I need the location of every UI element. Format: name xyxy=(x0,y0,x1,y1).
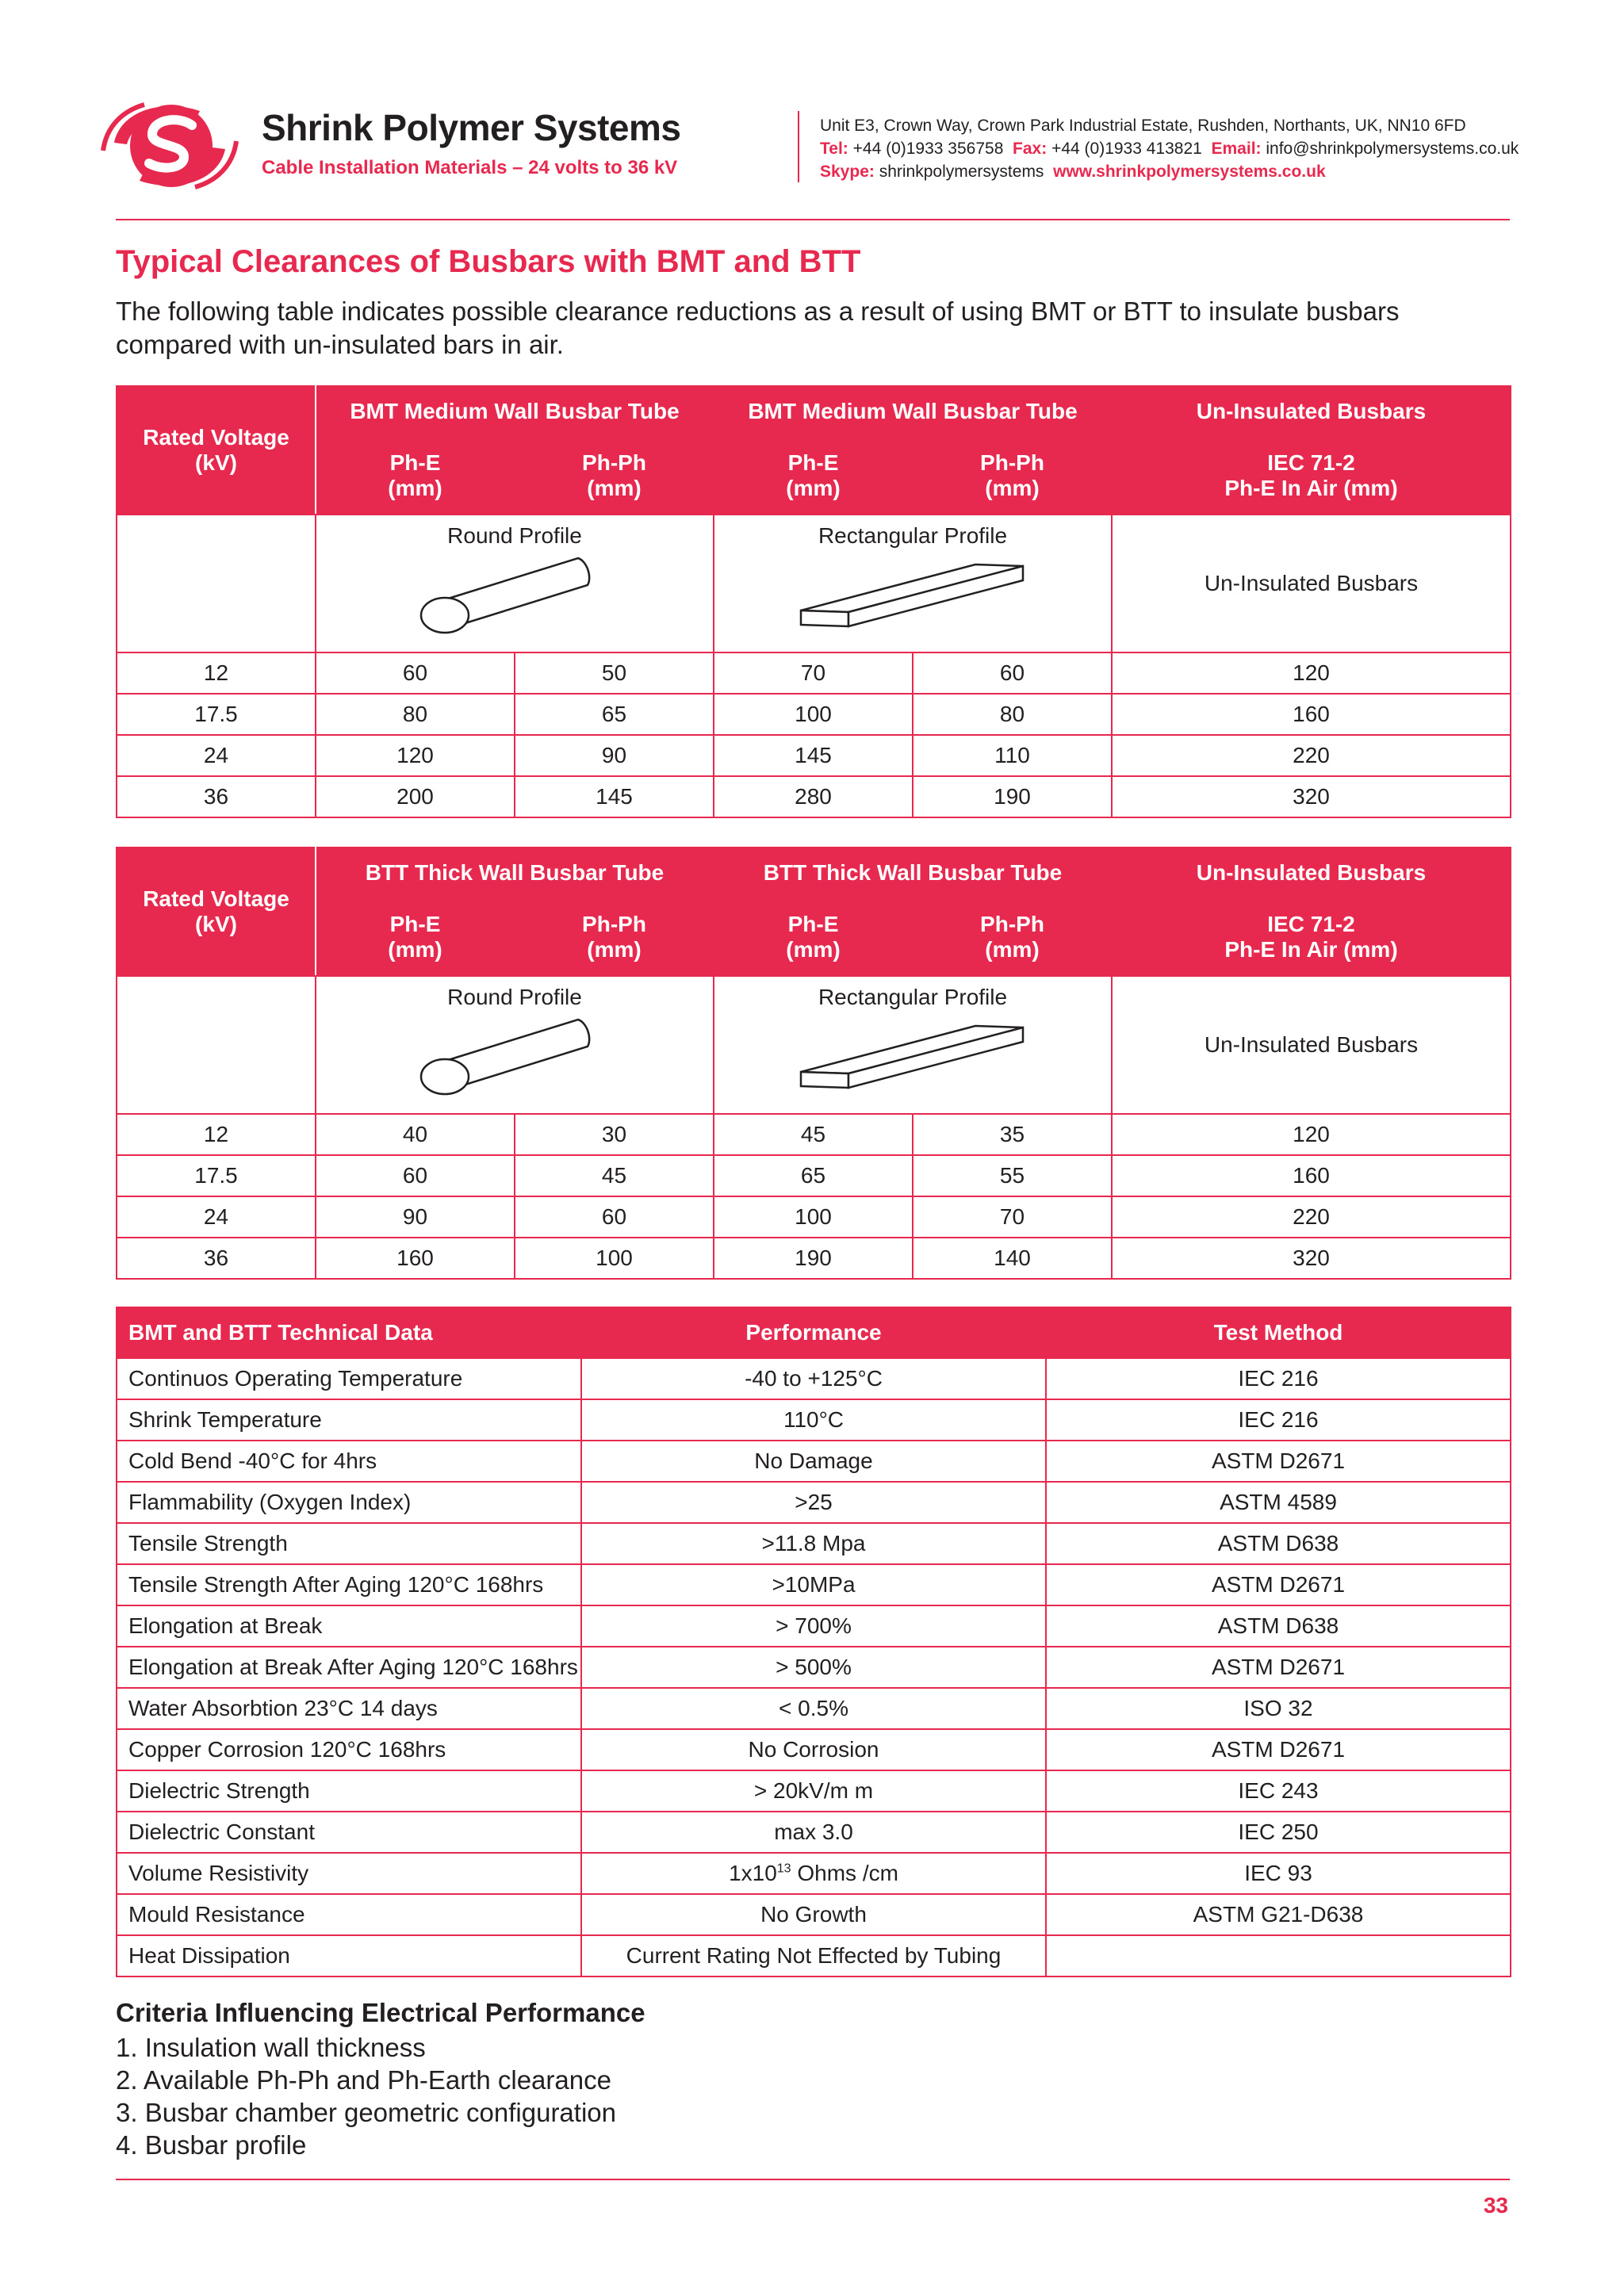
performance-cell: > 500% xyxy=(581,1647,1046,1688)
round-busbar-illustration xyxy=(419,553,610,636)
email-link[interactable]: info@shrinkpolymersystems.co.uk xyxy=(1266,140,1519,158)
property-cell: Mould Resistance xyxy=(117,1894,581,1935)
test-method-cell: ASTM G21-D638 xyxy=(1046,1894,1511,1935)
address: Unit E3, Crown Way, Crown Park Industrial Estate, Rushden, Northants, UK, NN10 6FD xyxy=(820,117,1466,135)
test-method-cell: ISO 32 xyxy=(1046,1688,1511,1729)
test-method-cell: ASTM 4589 xyxy=(1046,1482,1511,1523)
property-cell: Dielectric Constant xyxy=(117,1812,581,1853)
value-cell: 220 xyxy=(1112,735,1511,776)
property-cell: Dielectric Strength xyxy=(117,1770,581,1812)
skype-id: shrinkpolymersystems xyxy=(879,163,1044,181)
value-cell: 70 xyxy=(913,1196,1112,1238)
value-cell: 45 xyxy=(515,1155,714,1196)
contact-block xyxy=(820,114,1519,183)
empty-cell xyxy=(117,976,316,1114)
value-cell: 60 xyxy=(913,652,1112,694)
performance-cell: >10MPa xyxy=(581,1564,1046,1605)
test-method-cell: IEC 250 xyxy=(1046,1812,1511,1853)
iec-header: IEC 71-2 Ph-E In Air (mm) xyxy=(1112,437,1511,515)
value-cell: 220 xyxy=(1112,1196,1511,1238)
rect-profile-cell xyxy=(714,976,1112,1114)
value-cell: 190 xyxy=(714,1238,913,1279)
value-cell: 90 xyxy=(316,1196,515,1238)
round-profile-cell xyxy=(316,976,714,1114)
list-item: 2. Available Ph-Ph and Ph-Earth clearance xyxy=(116,2065,611,2095)
btt-clearance-table xyxy=(116,847,1511,1280)
email-label: Email: xyxy=(1211,140,1262,158)
rect-busbar-illustration xyxy=(798,553,1028,636)
table-row xyxy=(117,1238,1511,1279)
performance-cell: No Damage xyxy=(581,1441,1046,1482)
voltage-cell: 17.5 xyxy=(117,1155,316,1196)
table-row xyxy=(117,1523,1511,1564)
table-row xyxy=(117,1812,1511,1853)
table-row xyxy=(117,1155,1511,1196)
bmt-round-group-header: BMT Medium Wall Busbar Tube xyxy=(316,386,714,437)
property-cell: Elongation at Break xyxy=(117,1605,581,1647)
value-cell: 120 xyxy=(1112,1114,1511,1155)
rect-profile-label: Rectangular Profile xyxy=(818,523,1008,548)
test-method-cell: ASTM D638 xyxy=(1046,1605,1511,1647)
table-row xyxy=(117,1647,1511,1688)
phe-header: Ph-E (mm) xyxy=(316,437,515,515)
table-row xyxy=(117,1935,1511,1976)
table-row xyxy=(117,1564,1511,1605)
bmt-clearance-table xyxy=(116,385,1511,818)
value-cell: 160 xyxy=(1112,1155,1511,1196)
value-cell: 100 xyxy=(515,1238,714,1279)
value-cell: 100 xyxy=(714,694,913,735)
value-cell: 200 xyxy=(316,776,515,817)
value-cell: 120 xyxy=(1112,652,1511,694)
value-cell: 190 xyxy=(913,776,1112,817)
property-cell: Water Absorbtion 23°C 14 days xyxy=(117,1688,581,1729)
voltage-cell: 24 xyxy=(117,1196,316,1238)
fax-number: +44 (0)1933 413821 xyxy=(1051,140,1202,158)
voltage-cell: 17.5 xyxy=(117,694,316,735)
fax-label: Fax: xyxy=(1013,140,1048,158)
empty-cell xyxy=(117,515,316,652)
uninsulated-busbars-cell: Un-Insulated Busbars xyxy=(1112,976,1511,1114)
test-method-cell: ASTM D2671 xyxy=(1046,1441,1511,1482)
value-cell: 35 xyxy=(913,1114,1112,1155)
phe-header: Ph-E (mm) xyxy=(714,898,913,976)
rated-voltage-header: Rated Voltage (kV) xyxy=(117,848,316,976)
table-row xyxy=(117,652,1511,694)
property-cell: Heat Dissipation xyxy=(117,1935,581,1976)
table-row xyxy=(117,694,1511,735)
value-cell: 160 xyxy=(316,1238,515,1279)
table-row xyxy=(117,1605,1511,1647)
property-cell: Cold Bend -40°C for 4hrs xyxy=(117,1441,581,1482)
test-method-cell: IEC 216 xyxy=(1046,1358,1511,1399)
table-row xyxy=(117,1894,1511,1935)
performance-cell: > 700% xyxy=(581,1605,1046,1647)
table-row xyxy=(117,1688,1511,1729)
property-cell: Elongation at Break After Aging 120°C 168hrs xyxy=(117,1647,581,1688)
rect-profile-cell xyxy=(714,515,1112,652)
company-name: Shrink Polymer Systems xyxy=(262,107,681,148)
property-cell: Shrink Temperature xyxy=(117,1399,581,1441)
phph-header: Ph-Ph (mm) xyxy=(515,437,714,515)
test-method-cell: IEC 216 xyxy=(1046,1399,1511,1441)
bmt-rect-group-header: BMT Medium Wall Busbar Tube xyxy=(714,386,1112,437)
value-cell: 50 xyxy=(515,652,714,694)
property-cell: Volume Resistivity xyxy=(117,1853,581,1894)
list-item: 1. Insulation wall thickness xyxy=(116,2033,426,2062)
value-cell: 140 xyxy=(913,1238,1112,1279)
website-link[interactable]: www.shrinkpolymersystems.co.uk xyxy=(1053,163,1326,181)
value-cell: 320 xyxy=(1112,776,1511,817)
table-row xyxy=(117,1399,1511,1441)
round-busbar-illustration xyxy=(419,1015,610,1097)
test-method-cell xyxy=(1046,1935,1511,1976)
page-title: Typical Clearances of Busbars with BMT and BTT xyxy=(116,244,861,279)
round-profile-label: Round Profile xyxy=(447,523,582,548)
phe-header: Ph-E (mm) xyxy=(316,898,515,976)
value-cell: 60 xyxy=(316,652,515,694)
skype-line xyxy=(820,160,1519,183)
performance-cell: No Growth xyxy=(581,1894,1046,1935)
value-cell: 145 xyxy=(714,735,913,776)
list-item: 3. Busbar chamber geometric configuration xyxy=(116,2098,616,2127)
test-method-header: Test Method xyxy=(1046,1307,1511,1358)
company-tagline: Cable Installation Materials – 24 volts to 36 kV xyxy=(262,157,678,178)
tel-number: +44 (0)1933 356758 xyxy=(852,140,1004,158)
page-number: 33 xyxy=(1483,2193,1508,2218)
technical-data-table xyxy=(116,1307,1511,1977)
uninsulated-busbars-cell: Un-Insulated Busbars xyxy=(1112,515,1511,652)
footer-rule xyxy=(116,2179,1510,2180)
value-cell: 40 xyxy=(316,1114,515,1155)
criteria-list xyxy=(116,2031,616,2161)
table-row xyxy=(117,1196,1511,1238)
value-cell: 110 xyxy=(913,735,1112,776)
skype-label: Skype: xyxy=(820,163,875,181)
value-cell: 320 xyxy=(1112,1238,1511,1279)
value-cell: 55 xyxy=(913,1155,1112,1196)
table-row xyxy=(117,735,1511,776)
performance-cell: < 0.5% xyxy=(581,1688,1046,1729)
list-item: 4. Busbar profile xyxy=(116,2130,307,2160)
performance-cell: >25 xyxy=(581,1482,1046,1523)
voltage-cell: 12 xyxy=(117,652,316,694)
performance-cell xyxy=(581,1853,1046,1894)
value-cell: 80 xyxy=(316,694,515,735)
criteria-title: Criteria Influencing Electrical Performance xyxy=(116,1998,645,2027)
test-method-cell: ASTM D638 xyxy=(1046,1523,1511,1564)
btt-rect-group-header: BTT Thick Wall Busbar Tube xyxy=(714,848,1112,898)
header-rule xyxy=(116,219,1510,220)
value-cell: 280 xyxy=(714,776,913,817)
table-row xyxy=(117,1729,1511,1770)
table-row xyxy=(117,776,1511,817)
resistivity-base: 1x10 xyxy=(729,1861,777,1885)
tech-data-header: BMT and BTT Technical Data xyxy=(117,1307,581,1358)
property-cell: Tensile Strength xyxy=(117,1523,581,1564)
phph-header: Ph-Ph (mm) xyxy=(515,898,714,976)
table-row xyxy=(117,1441,1511,1482)
table-row xyxy=(117,1482,1511,1523)
value-cell: 80 xyxy=(913,694,1112,735)
tel-label: Tel: xyxy=(820,140,848,158)
value-cell: 65 xyxy=(714,1155,913,1196)
voltage-cell: 36 xyxy=(117,1238,316,1279)
performance-cell: Current Rating Not Effected by Tubing xyxy=(581,1935,1046,1976)
property-cell: Tensile Strength After Aging 120°C 168hrs xyxy=(117,1564,581,1605)
phe-header: Ph-E (mm) xyxy=(714,437,913,515)
value-cell: 145 xyxy=(515,776,714,817)
value-cell: 65 xyxy=(515,694,714,735)
btt-round-group-header: BTT Thick Wall Busbar Tube xyxy=(316,848,714,898)
header-divider xyxy=(798,111,799,182)
value-cell: 120 xyxy=(316,735,515,776)
rect-busbar-illustration xyxy=(798,1015,1028,1097)
performance-cell: max 3.0 xyxy=(581,1812,1046,1853)
intro-text: The following table indicates possible clearance reductions as a result of using BMT or BTT to insulate busbars compared with un-insulated bars in air. xyxy=(116,297,1400,359)
value-cell: 90 xyxy=(515,735,714,776)
test-method-cell: IEC 93 xyxy=(1046,1853,1511,1894)
phone-line xyxy=(820,137,1519,160)
property-cell: Copper Corrosion 120°C 168hrs xyxy=(117,1729,581,1770)
phph-header: Ph-Ph (mm) xyxy=(913,437,1112,515)
resistivity-unit: Ohms /cm xyxy=(791,1861,898,1885)
rated-voltage-header: Rated Voltage (kV) xyxy=(117,386,316,515)
value-cell: 70 xyxy=(714,652,913,694)
company-logo xyxy=(98,95,241,197)
test-method-cell: ASTM D2671 xyxy=(1046,1647,1511,1688)
property-cell: Flammability (Oxygen Index) xyxy=(117,1482,581,1523)
uninsulated-group-header: Un-Insulated Busbars xyxy=(1112,386,1511,437)
performance-cell: -40 to +125°C xyxy=(581,1358,1046,1399)
property-cell: Continuos Operating Temperature xyxy=(117,1358,581,1399)
value-cell: 60 xyxy=(316,1155,515,1196)
performance-cell: > 20kV/m m xyxy=(581,1770,1046,1812)
performance-cell: 110°C xyxy=(581,1399,1046,1441)
phph-header: Ph-Ph (mm) xyxy=(913,898,1112,976)
performance-header: Performance xyxy=(581,1307,1046,1358)
voltage-cell: 24 xyxy=(117,735,316,776)
value-cell: 60 xyxy=(515,1196,714,1238)
round-profile-label: Round Profile xyxy=(447,985,582,1009)
test-method-cell: IEC 243 xyxy=(1046,1770,1511,1812)
table-row xyxy=(117,1358,1511,1399)
test-method-cell: ASTM D2671 xyxy=(1046,1564,1511,1605)
voltage-cell: 12 xyxy=(117,1114,316,1155)
value-cell: 160 xyxy=(1112,694,1511,735)
value-cell: 45 xyxy=(714,1114,913,1155)
rect-profile-label: Rectangular Profile xyxy=(818,985,1008,1009)
table-row xyxy=(117,1770,1511,1812)
value-cell: 100 xyxy=(714,1196,913,1238)
performance-cell: No Corrosion xyxy=(581,1729,1046,1770)
uninsulated-group-header: Un-Insulated Busbars xyxy=(1112,848,1511,898)
resistivity-exponent: 13 xyxy=(776,1862,791,1876)
voltage-cell: 36 xyxy=(117,776,316,817)
test-method-cell: ASTM D2671 xyxy=(1046,1729,1511,1770)
iec-header: IEC 71-2 Ph-E In Air (mm) xyxy=(1112,898,1511,976)
round-profile-cell xyxy=(316,515,714,652)
table-row xyxy=(117,1114,1511,1155)
performance-cell: >11.8 Mpa xyxy=(581,1523,1046,1564)
value-cell: 30 xyxy=(515,1114,714,1155)
table-row xyxy=(117,1853,1511,1894)
